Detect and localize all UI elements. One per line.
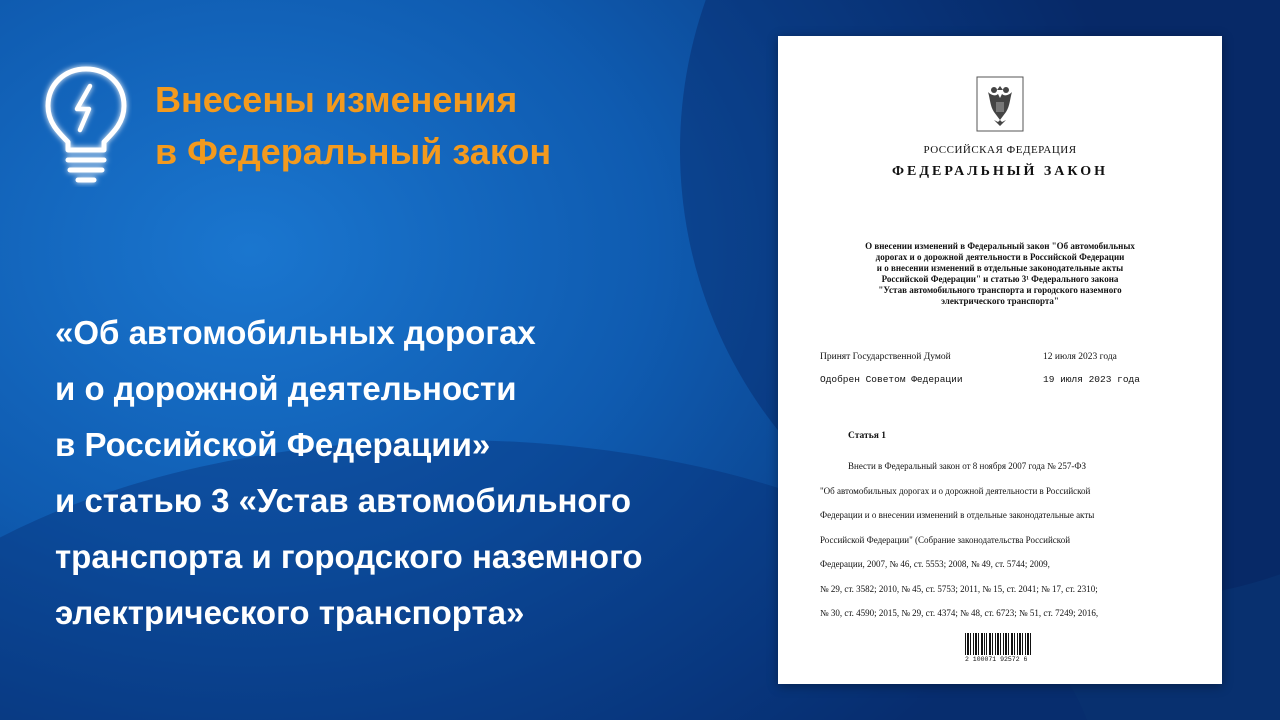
law-title: [55, 305, 643, 641]
law-title-line: «Об автомобильных дорогах: [55, 314, 536, 351]
document-country: РОССИЙСКАЯ ФЕДЕРАЦИЯ: [923, 144, 1077, 156]
article-body-line: Федерации и о внесении изменений в отдельные законодательные акты: [820, 510, 1095, 520]
barcode-number: 2 100071 92572 6: [965, 656, 1028, 663]
adopted-date: 12 июля 2023 года: [1043, 352, 1117, 362]
lightbulb-icon: [40, 62, 132, 187]
article-body: [820, 454, 1192, 626]
barcode: [965, 629, 1031, 655]
law-title-line: транспорта и городского наземного: [55, 538, 643, 575]
document-subject-line: дорогах и о дорожной деятельности в Российской Федерации: [875, 252, 1125, 262]
document-subject-line: О внесении изменений в Федеральный закон "Об автомобильных: [865, 241, 1135, 251]
law-title-line: электрического транспорта»: [55, 594, 525, 631]
law-title-line: и о дорожной деятельности: [55, 370, 517, 407]
coat-of-arms-icon: [976, 76, 1024, 132]
article-body-line: Российской Федерации" (Собрание законодательства Российской: [820, 534, 1071, 545]
adopted-label: Принят Государственной Думой: [820, 352, 951, 362]
article-body-line: № 30, ст. 4590; 2015, № 29, ст. 4374; № 48, ст. 6723; № 51, ст. 7249; 2016,: [820, 608, 1099, 618]
document-subject-line: Российской Федерации" и статью 3¹ Федерального закона: [881, 274, 1119, 284]
document-subject: [818, 241, 1182, 307]
document-subject-line: и о внесении изменений в отдельные законодательные акты: [876, 263, 1124, 273]
law-title-line: в Российской Федерации»: [55, 426, 491, 463]
law-document-page: [778, 36, 1222, 684]
document-type: ФЕДЕРАЛЬНЫЙ ЗАКОН: [892, 164, 1108, 179]
article-body-line: Внести в Федеральный закон от 8 ноября 2007 года № 257-ФЗ: [848, 461, 1087, 471]
document-subject-line: "Устав автомобильного транспорта и городского наземного: [878, 285, 1122, 295]
article-body-line: Федерации, 2007, № 46, ст. 5553; 2008, № 49, ст. 5744; 2009,: [820, 559, 1050, 569]
approved-label: Одобрен Советом Федерации: [820, 374, 963, 385]
article-body-line: № 29, ст. 3582; 2010, № 45, ст. 5753; 2011, № 15, ст. 2041; № 17, ст. 2310;: [820, 583, 1098, 594]
headline-line: в Федеральный закон: [155, 131, 552, 172]
document-subject-line: электрического транспорта": [941, 296, 1059, 306]
law-title-line: и статью 3 «Устав автомобильного: [55, 482, 632, 519]
headline-line: Внесены изменения: [155, 79, 518, 120]
article-heading: Статья 1: [848, 431, 886, 441]
headline: [155, 74, 551, 178]
article-body-line: "Об автомобильных дорогах и о дорожной деятельности в Российской: [820, 485, 1091, 496]
approved-date: 19 июля 2023 года: [1043, 374, 1140, 385]
